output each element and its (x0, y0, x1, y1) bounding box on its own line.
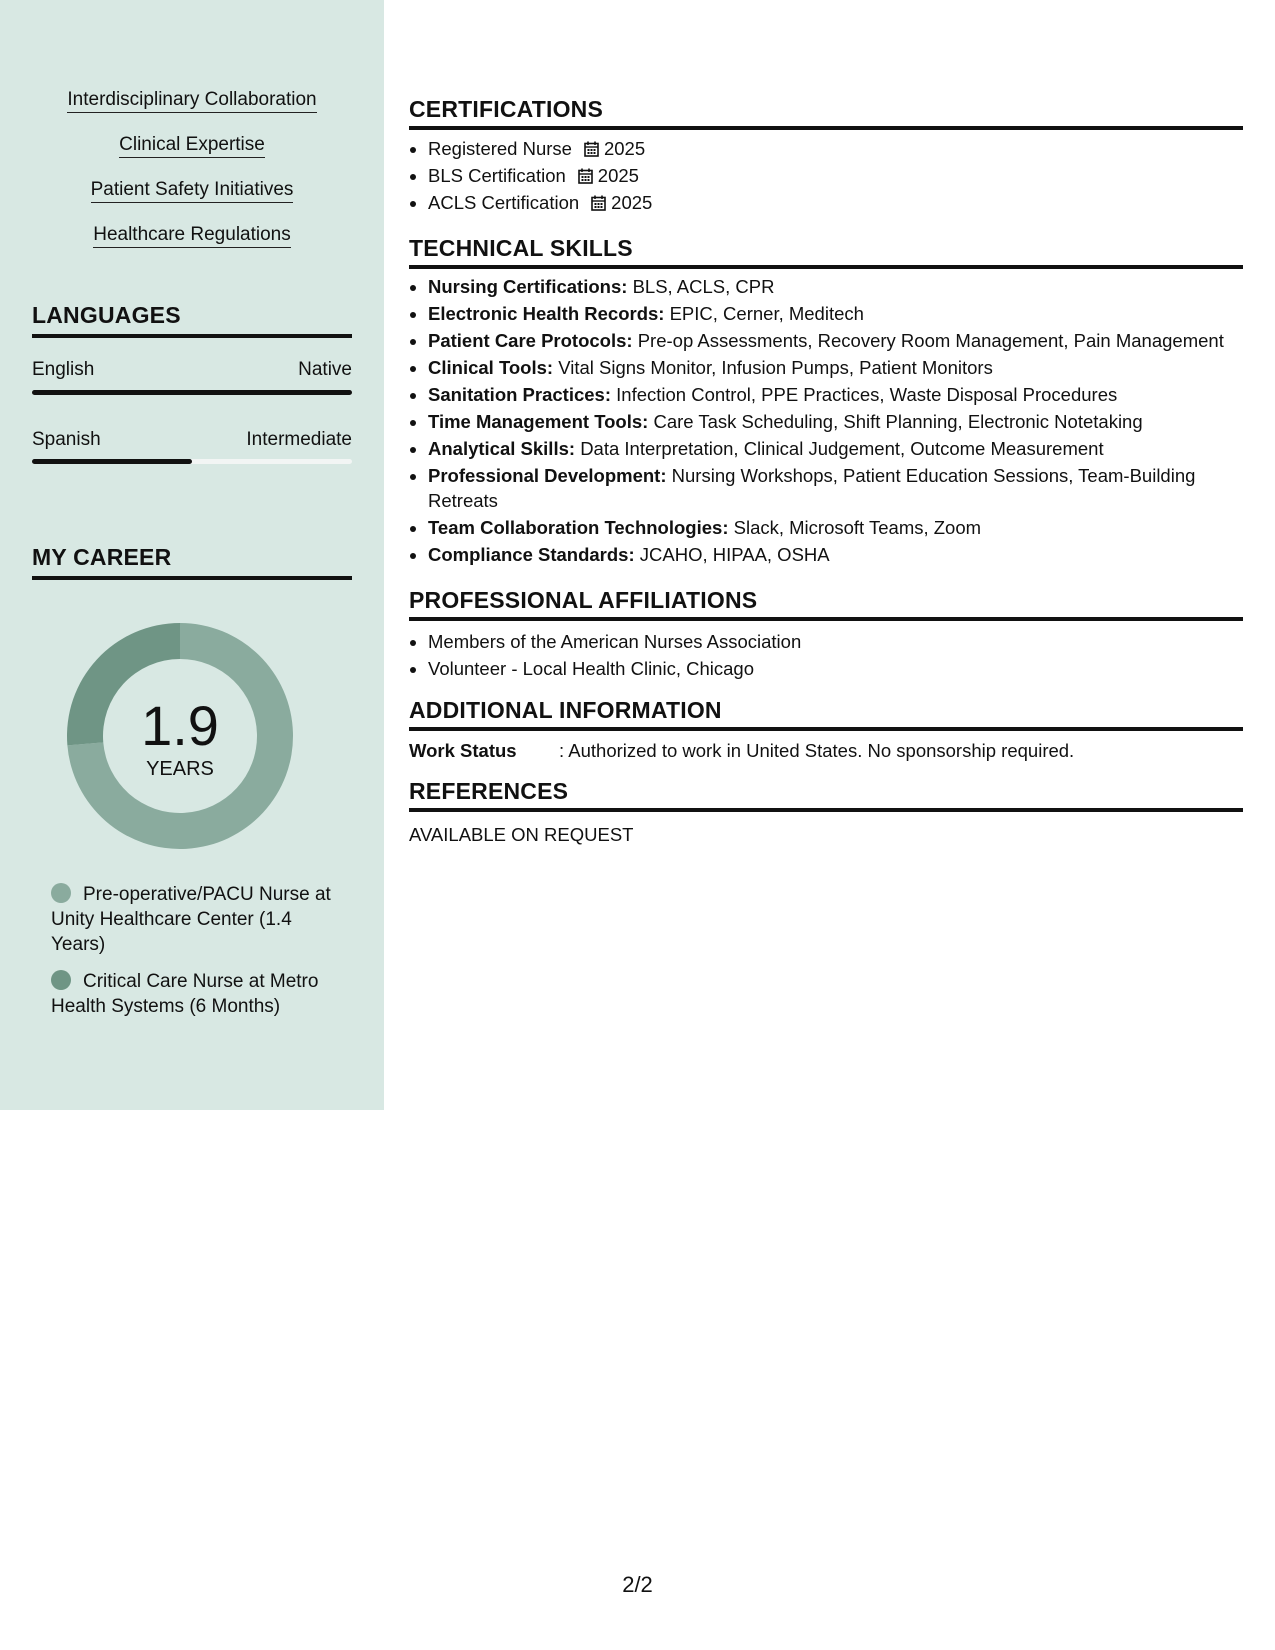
technical-skill-item: • Nursing Certifications: BLS, ACLS, CPR (428, 275, 1262, 300)
sidebar (0, 0, 384, 1110)
work-status-label: Work Status (409, 740, 517, 761)
certification-item: • Registered Nurse 2025 (428, 135, 1262, 162)
language-proficiency-bar (32, 459, 352, 464)
references-heading: REFERENCES (409, 778, 1243, 812)
language-row (32, 359, 352, 381)
language-proficiency-fill (32, 459, 192, 464)
languages-heading: LANGUAGES (32, 302, 352, 338)
affiliation-item: • Members of the American Nurses Association (428, 628, 1262, 655)
technical-skill-item: • Sanitation Practices: Infection Control, PPE Practices, Waste Disposal Procedures (428, 383, 1262, 408)
career-donut-chart (66, 622, 294, 850)
certification-item: • BLS Certification 2025 (428, 162, 1262, 189)
language-proficiency-fill (32, 390, 352, 395)
legend-dot-icon (51, 970, 71, 990)
career-unit: YEARS (146, 758, 214, 780)
career-legend-item: Pre-operative/PACU Nurse at Unity Healthcare Center (1.4 Years) (51, 884, 331, 955)
skill-link[interactable]: Healthcare Regulations (0, 223, 384, 247)
language-proficiency-bar (32, 390, 352, 395)
technical-skill-item: • Time Management Tools: Care Task Scheduling, Shift Planning, Electronic Notetaking (428, 410, 1262, 435)
affiliations-heading: PROFESSIONAL AFFILIATIONS (409, 587, 1243, 621)
technical-skill-item: • Analytical Skills: Data Interpretation, Clinical Judgement, Outcome Measurement (428, 437, 1262, 462)
certifications-heading: CERTIFICATIONS (409, 96, 1243, 130)
work-status-value: : Authorized to work in United States. No sponsorship required. (559, 740, 1075, 761)
language-level: Intermediate (246, 429, 352, 450)
technical-skill-item: • Team Collaboration Technologies: Slack, Microsoft Teams, Zoom (428, 516, 1262, 541)
affiliations-list (409, 628, 1262, 682)
technical-skill-item: • Professional Development: Nursing Workshops, Patient Education Sessions, Team-Building Retreats (428, 464, 1262, 513)
certifications-list (409, 135, 1262, 216)
additional-info-heading: ADDITIONAL INFORMATION (409, 697, 1243, 731)
legend-dot-icon (51, 883, 71, 903)
affiliation-item: • Volunteer - Local Health Clinic, Chicago (428, 655, 1262, 682)
language-name: English (32, 359, 95, 380)
skill-link[interactable]: Clinical Expertise (0, 133, 384, 157)
calendar-icon (591, 195, 606, 211)
language-row (32, 429, 352, 451)
technical-skill-item: • Patient Care Protocols: Pre-op Assessments, Recovery Room Management, Pain Management (428, 329, 1262, 354)
work-status-row (409, 740, 1074, 762)
technical-skills-list (409, 275, 1262, 570)
language-level: Native (298, 359, 352, 380)
references-text: AVAILABLE ON REQUEST (409, 824, 634, 845)
technical-skill-item: • Compliance Standards: JCAHO, HIPAA, OSHA (428, 543, 1262, 568)
technical-skill-item: • Clinical Tools: Vital Signs Monitor, Infusion Pumps, Patient Monitors (428, 356, 1262, 381)
calendar-icon (584, 141, 599, 157)
career-total: 1.9 (141, 694, 219, 757)
technical-skills-heading: TECHNICAL SKILLS (409, 235, 1243, 269)
career-heading: MY CAREER (32, 544, 352, 580)
calendar-icon (578, 168, 593, 184)
skill-link[interactable]: Patient Safety Initiatives (0, 178, 384, 202)
technical-skill-item: • Electronic Health Records: EPIC, Cerner, Meditech (428, 302, 1262, 327)
skill-link[interactable]: Interdisciplinary Collaboration (0, 88, 384, 112)
page-number: 2/2 (622, 1572, 653, 1597)
career-legend-item: Critical Care Nurse at Metro Health Systems (6 Months) (51, 971, 319, 1017)
certification-item: • ACLS Certification 2025 (428, 189, 1262, 216)
language-name: Spanish (32, 429, 101, 450)
